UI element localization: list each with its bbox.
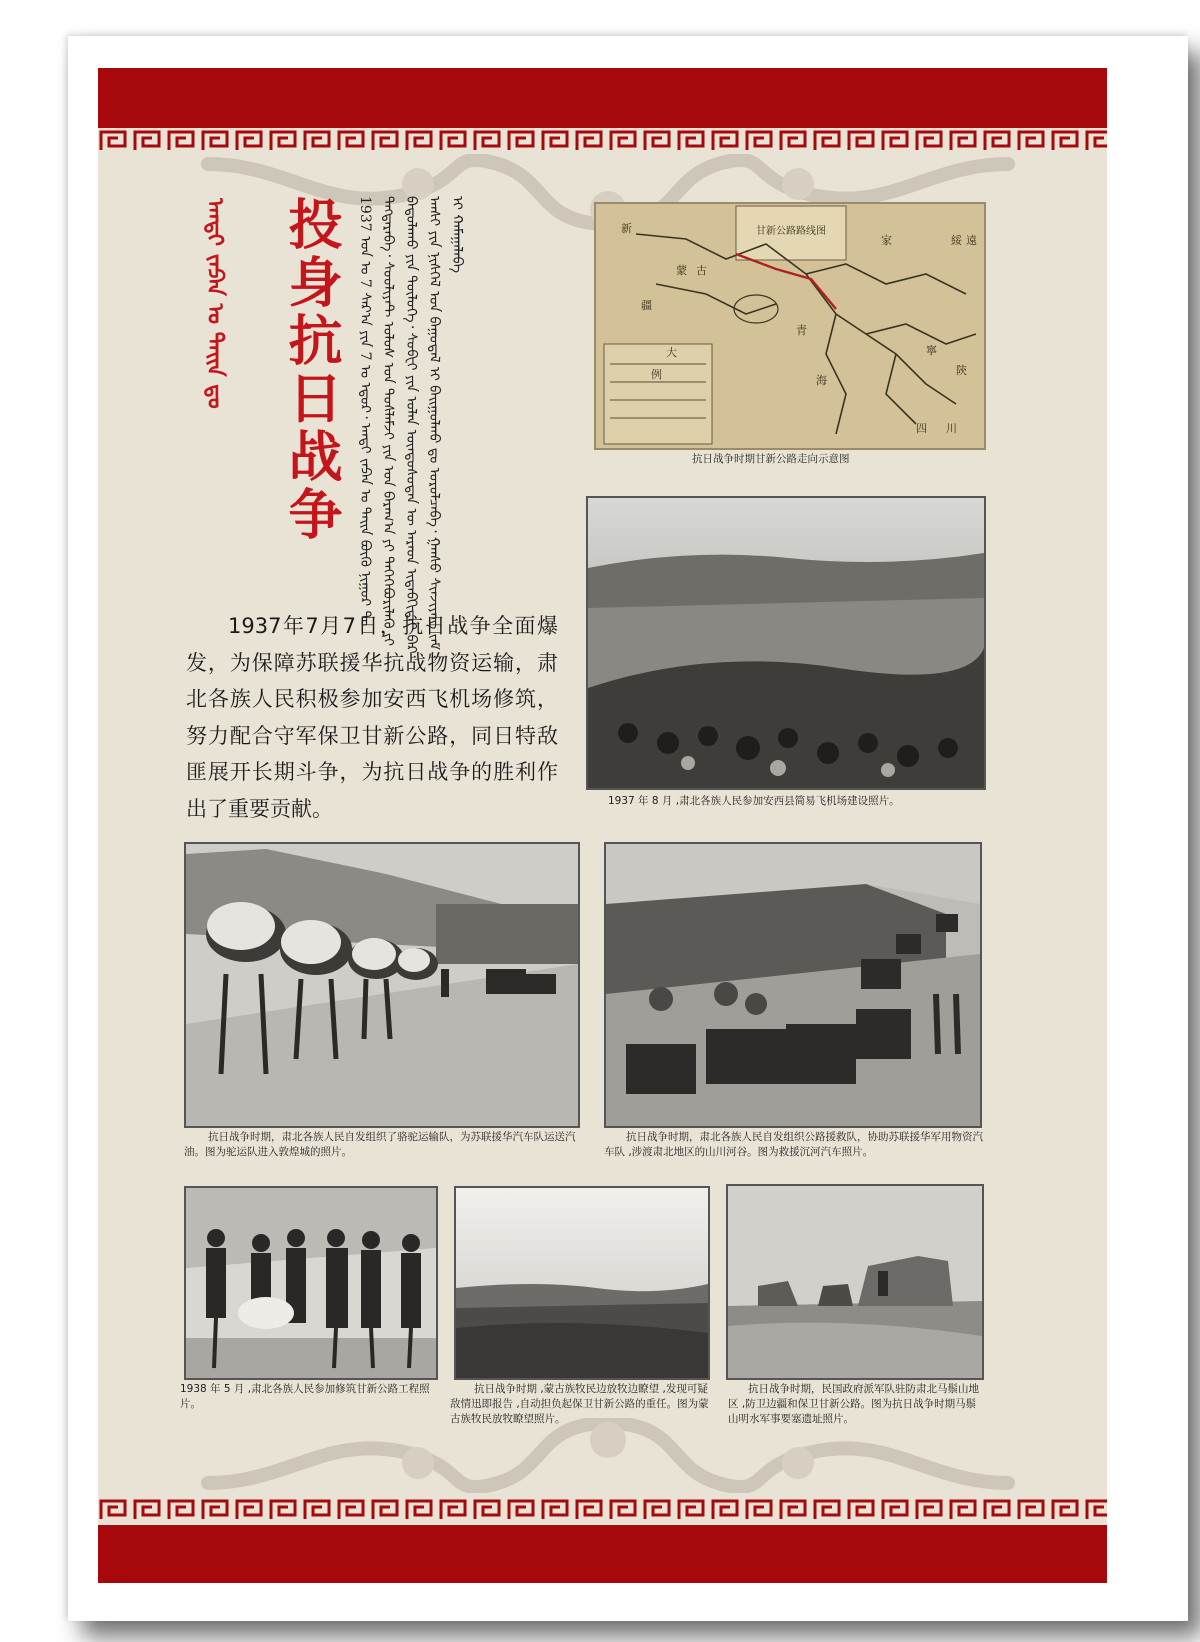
vehicle-rescue-image [606, 844, 980, 1126]
map-label: 陝 [956, 364, 967, 377]
map-label: 例 [651, 368, 662, 381]
map-label: 古 [696, 264, 707, 277]
map-label: 新 [621, 222, 632, 235]
grassland-photo [454, 1186, 710, 1380]
top-fret-border [98, 128, 1107, 154]
grassland-image [456, 1188, 708, 1378]
map-label: 海 [816, 374, 827, 387]
top-red-band [98, 68, 1107, 128]
airfield-photo [586, 496, 986, 790]
camel-caravan-image [186, 844, 578, 1126]
intro-paragraph: 1937年7月7日，抗日战争全面爆发，为保障苏联援华抗战物资运输，肃北各族人民积极参加安西飞机场修筑，努力配合守军保卫甘新公路，同日特敌匪展开长期斗争，为抗日战争的胜利作出了重要贡献。 [186, 614, 558, 821]
bottom-red-band [98, 1525, 1107, 1583]
bottom-fret-border [98, 1497, 1107, 1523]
map-label: 青 [796, 324, 807, 337]
map-label: 蒙 [676, 264, 687, 277]
map-label: 大 [666, 346, 677, 359]
fortress-ruins-photo [726, 1184, 984, 1380]
photo-caption: 抗日战争时期 ,蒙古族牧民边放牧边瞭望 ,发现可疑敌情迅即报告 ,自动担负起保卫甘新公路的重任。图为蒙古族牧民放牧瞭望照片。 [450, 1383, 709, 1425]
map-label: 川 [946, 422, 957, 435]
photo-caption: 抗日战争时期，民国政府派军队驻防肃北马鬃山地区 ,防卫边疆和保卫甘新公路。图为抗日战争时期马鬃山明水军事要塞遗址照片。 [728, 1383, 979, 1425]
exhibition-board [98, 68, 1107, 1583]
map-label: 遠 [966, 234, 977, 247]
airfield-image [588, 498, 984, 788]
camel-caravan-photo [184, 842, 580, 1128]
mongolian-title: ᠠᠨᠲᠢ ᠵᠠᠫᠠᠨ ᠤ ᠳᠠᠢᠨ ᠳᠤ [202, 198, 227, 409]
fortress-ruins-image [728, 1186, 982, 1378]
map-label: 家 [881, 234, 892, 247]
road-workers-photo [184, 1186, 438, 1380]
route-map-photo [594, 202, 986, 450]
map-label: 綏 [951, 234, 962, 247]
photo-caption: 1937 年 8 月 ,肃北各族人民参加安西县简易飞机场建设照片。 [608, 795, 900, 807]
road-workers-image [186, 1188, 436, 1378]
map-label: 四 [916, 422, 927, 435]
photo-caption: 抗日战争时期甘新公路走向示意图 [692, 453, 850, 465]
photo-caption: 抗日战争时期，肃北各族人民自发组织公路援救队，协助苏联援华军用物资汽车队 ,涉渡肃北地区的山川河谷。图为救援沉河汽车照片。 [604, 1131, 983, 1158]
page-title: 投身抗日战争 [280, 196, 343, 544]
vehicle-rescue-photo [604, 842, 982, 1128]
map-label: 疆 [641, 299, 652, 312]
map-label: 寧 [926, 344, 937, 357]
route-map-graphic [596, 204, 984, 448]
photo-caption: 1938 年 5 月 ,肃北各族人民参加修筑甘新公路工程照片。 [180, 1383, 430, 1410]
mongolian-body-text: 1937 ᠣᠨ ᠤ 7 ᠰᠠᠷ᠎ᠠ ᠶᠢᠨ 7 ᠤ ᠡᠳᠦᠷ᠂ ᠠᠨᠲᠢ ᠵᠠᠫᠠᠨ ᠤ ᠳᠠᠢᠨ ᠪᠦᠬᠦ ᠨᠢᠭᠤᠷ ᠲᠤ ᠳᠡᠭᠳᠡᠷᠡᠪᠡ᠂ ᠰᠤᠦᠯᠢᠶᠠᠲ ᠤᠯᠤᠰ ᠤᠨ ᠳᠤᠰᠯᠠᠮᠵᠢ ᠶᠢᠨ ᠡᠳ ᠪᠠᠷᠠᠭ᠎ᠠ ᠶᠢ ᠲᠡᠭᠡᠭᠡᠪᠦᠷᠢᠯᠡᠬᠦ ᠶᠢ ᠪᠠᠲᠤᠯᠠᠬᠤ ᠶᠢᠨ ᠲᠥᠯᠥᠭᠡ᠂ ᠰᠤᠪᠧᠢ ᠶᠢᠨ ᠣᠯᠠᠨ ᠦᠨᠳᠦᠰᠦᠲᠡᠨ ᠦ ᠠᠷᠠᠳ ᠢᠳᠡᠪᠬᠢᠲᠡᠢ ᠪᠡᠷ ᠠᠨᠰᠢ ᠶᠢᠨ ᠨᠢᠰᠬᠡᠯ ᠤᠨ ᠪᠠᠭᠤᠳᠠᠯ ᠢ ᠪᠠᠢᠭᠤᠯᠬᠤ ᠳᠤ ᠣᠷᠣᠯᠴᠠᠪᠠ᠂ ᠭᠠᠨᠰᠤ ᠰᠢᠨᠵᠢᠶᠠᠩ ᠵᠠᠮ ᠢ ᠬᠠᠮᠠᠭᠠᠯᠠᠪᠠ [357, 196, 465, 654]
map-title: 甘新公路路线图 [756, 226, 826, 237]
cloud-ornament-bottom [168, 1418, 1048, 1493]
photo-caption: 抗日战争时期，肃北各族人民自发组织了骆驼运输队，为苏联援华汽车队运送汽油。图为驼运队进入敦煌城的照片。 [184, 1131, 576, 1158]
